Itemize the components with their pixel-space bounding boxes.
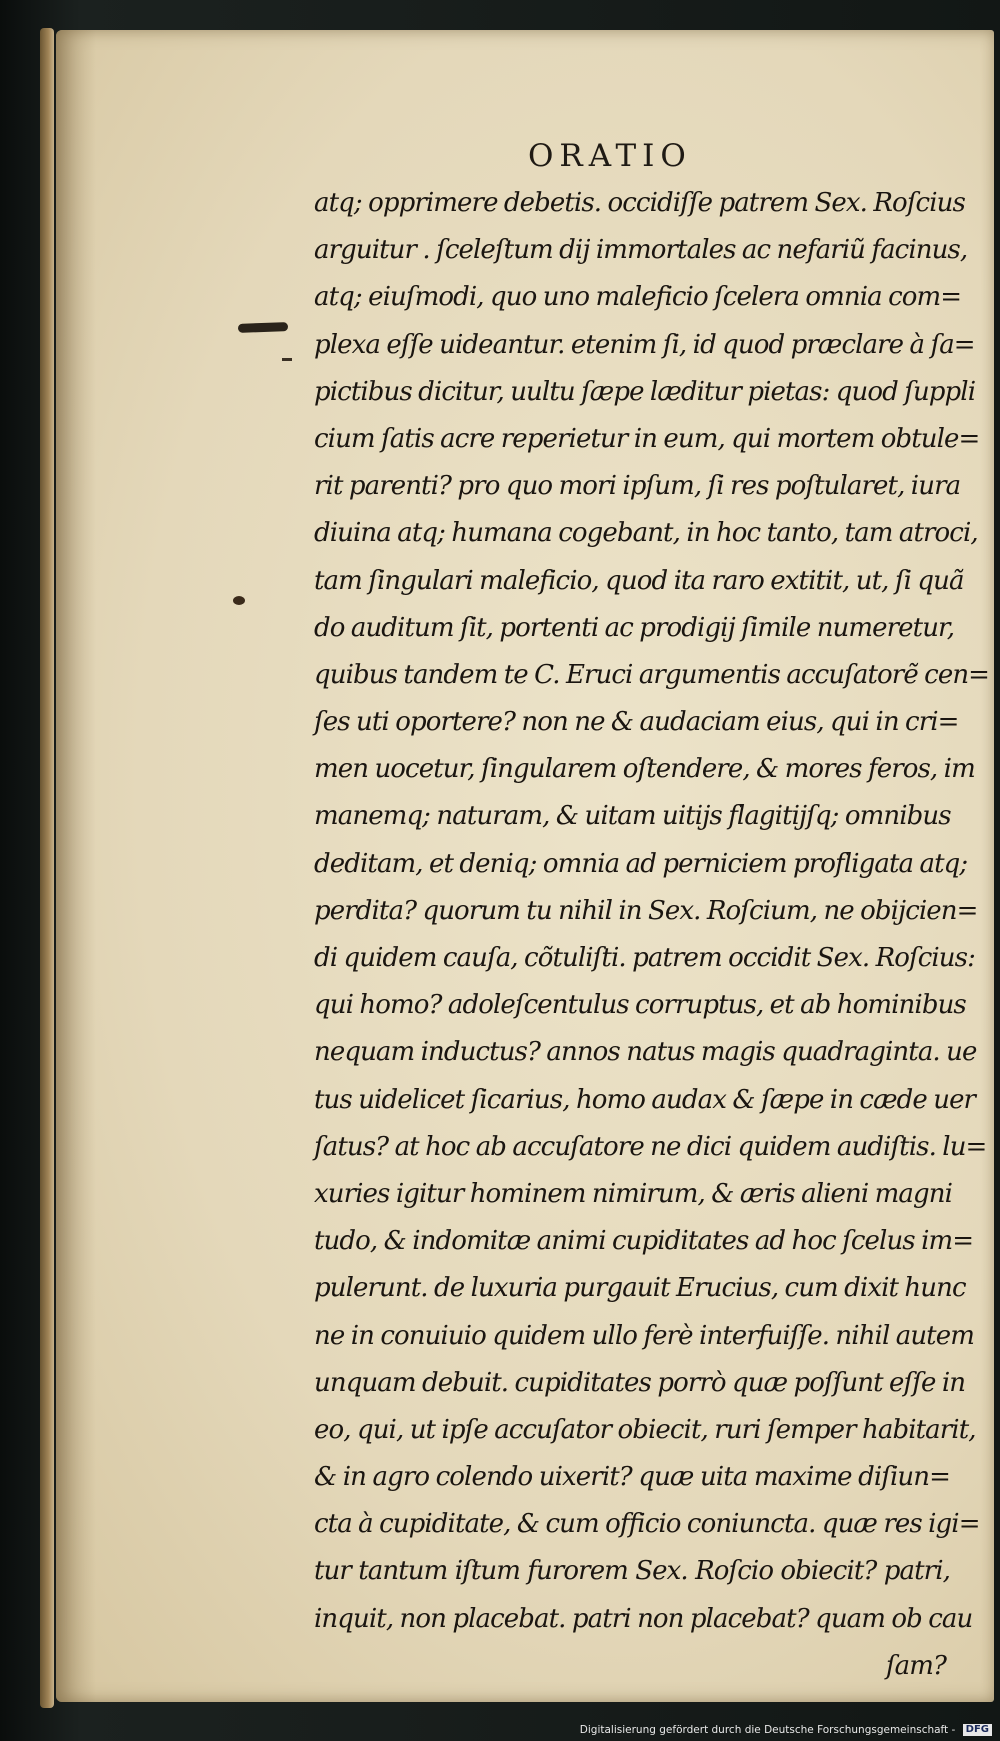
text-line: men uocetur, ſingularem oſtendere, & mores feros, im bbox=[314, 754, 975, 785]
text-line: diuina atq; humana cogebant, in hoc tanto, tam atroci, bbox=[314, 518, 978, 549]
text-line: deditam, et deniq; omnia ad perniciem profligata atq; bbox=[314, 848, 968, 879]
text-line: di quidem cauſa, cõtuliſti. patrem occidit Sex. Roſcius: bbox=[314, 943, 975, 973]
running-head: ORATIO bbox=[528, 138, 692, 174]
text-line: tam ſingulari maleficio, quod ita raro extitit, ut, ſi quã bbox=[314, 565, 964, 596]
text-line: cium ſatis acre reperietur in eum, qui mortem obtule= bbox=[314, 423, 980, 454]
text-line: tus uidelicet ſicarius, homo audax & ſæpe in cæde uer bbox=[314, 1084, 976, 1115]
ink-blot-mark bbox=[233, 596, 245, 605]
text-line: quibus tandem te C. Eruci argumentis accuſatorẽ cen= bbox=[314, 659, 990, 690]
gutter-shadow bbox=[56, 30, 96, 1702]
text-line: ſatus? at hoc ab accuſatore ne dici quidem audiſtis. lu= bbox=[314, 1131, 987, 1162]
text-line: ne in conuiuio quidem ullo ferè interfuiſſe. nihil autem bbox=[314, 1320, 974, 1351]
text-line: & in agro colendo uixerit? quæ uita maxime diſiun= bbox=[314, 1462, 950, 1493]
text-line: ſes uti oportere? non ne & audaciam eius, qui in cri= bbox=[314, 707, 959, 738]
text-line: unquam debuit. cupiditates porrò quæ poſſunt eſſe in bbox=[314, 1367, 966, 1398]
text-line: rit parenti? pro quo mori ipſum, ſi res poſtularet, iura bbox=[314, 471, 961, 502]
book-page-edges bbox=[40, 28, 54, 1708]
text-line: nequam inductus? annos natus magis quadraginta. ue bbox=[314, 1037, 977, 1068]
text-line: eo, qui, ut ipſe accuſator obiecit, ruri ſemper habitarit, bbox=[314, 1414, 976, 1445]
text-line: inquit, non placebat. patri non placebat? quam ob cau bbox=[314, 1603, 973, 1634]
text-line: do auditum ſit, portenti ac prodigij ſimile numeretur, bbox=[314, 612, 955, 643]
text-line: qui homo? adoleſcentulus corruptus, et ab hominibus bbox=[314, 990, 966, 1021]
text-line: plexa eſſe uideantur. etenim ſi, id quod præclare à ſa= bbox=[314, 329, 975, 360]
digitization-credit bbox=[580, 1724, 992, 1736]
text-line: pictibus dicitur, uultu ſæpe læditur pietas: quod ſuppli bbox=[314, 376, 976, 407]
text-line: manemq; naturam, & uitam uitijs flagitijſq; omnibus bbox=[314, 801, 951, 832]
text-line: perdita? quorum tu nihil in Sex. Roſcium, ne obijcien= bbox=[314, 895, 978, 926]
dfg-logo: DFG bbox=[963, 1724, 992, 1736]
marginal-tick-mark bbox=[282, 358, 292, 361]
text-line: cta à cupiditate, & cum officio coniuncta. quæ res igi= bbox=[314, 1509, 980, 1540]
text-line: tudo, & indomitæ animi cupiditates ad hoc ſcelus im= bbox=[314, 1226, 974, 1257]
catchword: ſam? bbox=[885, 1650, 946, 1681]
body-text bbox=[314, 180, 990, 1690]
text-line: xuries igitur hominem nimirum, & æris alieni magni bbox=[314, 1178, 953, 1209]
text-line: arguitur . ſceleſtum dij immortales ac nefariũ facinus, bbox=[314, 235, 968, 266]
text-line: pulerunt. de luxuria purgauit Erucius, cum dixit hunc bbox=[314, 1273, 966, 1304]
text-line: atq; eiuſmodi, quo uno maleficio ſcelera omnia com= bbox=[314, 282, 962, 313]
text-line: tur tantum iſtum furorem Sex. Roſcio obiecit? patri, bbox=[314, 1556, 950, 1587]
text-line: atq; opprimere debetis. occidiſſe patrem Sex. Roſcius bbox=[314, 188, 965, 218]
marginal-dash-mark bbox=[238, 322, 288, 333]
credit-text: Digitalisierung gefördert durch die Deutsche Forschungsgemeinschaft - bbox=[579, 1724, 956, 1736]
